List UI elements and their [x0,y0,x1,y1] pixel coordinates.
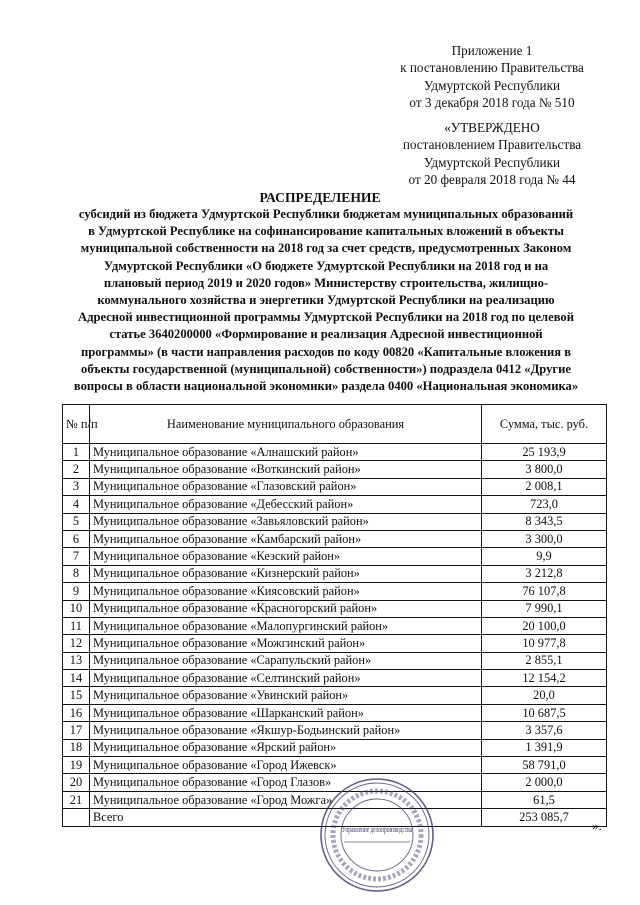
row-name: Муниципальное образование «Киясовский район» [90,583,482,600]
row-sum: 12 154,2 [482,670,607,687]
subtitle-line: плановый период 2019 и 2020 годов» Министерству строительства, жилищно- [103,275,549,290]
row-name: Муниципальное образование «Кизнерский район» [90,565,482,582]
table-row [63,478,607,495]
row-num: 13 [63,652,90,669]
subtitle-line: субсидий из бюджета Удмуртской Республики бюджетам муниципальных образований [78,207,574,221]
document-subtitle [46,206,606,395]
subtitle-line: коммунального хозяйства и энергетики Удмуртской Республики на реализацию [97,293,555,308]
approved-line: постановлением Правительства [402,137,582,153]
subtitle-line: в Удмуртской Республике на софинансирование капитальных вложений в объекты [88,224,564,239]
row-num: 12 [63,635,90,652]
approved-header [372,119,612,189]
row-name: Муниципальное образование «Селтинский район» [90,670,482,687]
row-num: 8 [63,565,90,582]
row-sum: 20,0 [482,687,607,704]
row-num: 16 [63,704,90,721]
row-num: 10 [63,600,90,617]
subtitle-line: вопросы в области национальной экономики» раздела 0400 «Национальная экономика» [73,379,579,394]
table-row [63,565,607,582]
row-sum: 3 800,0 [482,461,607,478]
row-name: Муниципальное образование «Можгинский район» [90,635,482,652]
row-sum: 3 357,6 [482,722,607,739]
approved-line: «УТВЕРЖДЕНО [444,120,540,135]
table-row [63,722,607,739]
row-name: Муниципальное образование «Красногорский район» [90,600,482,617]
row-num: 7 [63,548,90,565]
row-sum: 58 791,0 [482,757,607,774]
official-stamp-icon [318,776,436,894]
annex-line: Приложение 1 [451,43,533,58]
row-sum: 25 193,9 [482,444,607,461]
table-row [63,687,607,704]
closing-quote: ». [592,818,602,833]
annex-line: к постановлению Правительства [400,60,584,76]
row-name: Муниципальное образование «Город Глазов» [90,774,482,791]
row-name: Муниципальное образование «Камбарский район» [90,530,482,547]
stamp-graphic [321,779,433,891]
row-num: 5 [63,513,90,530]
row-name: Муниципальное образование «Дебесский район» [90,496,482,513]
table-row [63,444,607,461]
row-name: Муниципальное образование «Город Ижевск» [90,757,482,774]
table-row [63,513,607,530]
total-num [63,809,90,826]
subtitle-line: объекты государственной (муниципальной) собственности») подраздела 0412 «Другие [81,361,571,376]
table-row [63,548,607,565]
row-name: Муниципальное образование «Малопургинский район» [90,617,482,634]
table-row [63,461,607,478]
table-row [63,583,607,600]
table-row [63,670,607,687]
total-label: Всего [90,809,482,826]
row-name: Муниципальное образование «Увинский район» [90,687,482,704]
row-num: 1 [63,444,90,461]
table-row [63,496,607,513]
row-name: Муниципальное образование «Глазовский район» [90,478,482,495]
subtitle-line: Адресной инвестиционной программы Удмуртской Республики на 2018 год по целевой [77,310,574,325]
row-name: Муниципальное образование «Якшур-Бодьинский район» [90,722,482,739]
row-sum: 76 107,8 [482,583,607,600]
table-row [63,617,607,634]
subtitle-line: Удмуртской Республики «О бюджете Удмуртской Республики на 2018 год и на [103,258,549,273]
table-row [63,530,607,547]
row-num: 9 [63,583,90,600]
row-num: 14 [63,670,90,687]
row-name: Муниципальное образование «Сарапульский район» [90,652,482,669]
table-row [63,757,607,774]
table-header-row [63,405,607,444]
header-name: Наименование муниципального образования [90,405,482,444]
row-num: 17 [63,722,90,739]
row-sum: 8 343,5 [482,513,607,530]
row-sum: 2 000,0 [482,774,607,791]
row-num: 4 [63,496,90,513]
annex-line: от 3 декабря 2018 года № 510 [409,95,575,111]
subtitle-line: муниципальной собственности на 2018 год за счет средств, предусмотренных Законом [80,241,572,256]
row-sum: 10 977,8 [482,635,607,652]
row-sum: 10 687,5 [482,704,607,721]
row-sum: 723,0 [482,496,607,513]
row-name: Муниципальное образование «Кезский район» [90,548,482,565]
row-sum: 20 100,0 [482,617,607,634]
row-sum: 61,5 [482,791,607,808]
row-num: 18 [63,739,90,756]
table-row [63,600,607,617]
approved-line: от 20 февраля 2018 года № 44 [408,172,576,188]
table-row [63,635,607,652]
row-num: 19 [63,757,90,774]
row-num: 6 [63,530,90,547]
row-name: Муниципальное образование «Город Можга» [90,791,482,808]
row-sum: 2 008,1 [482,478,607,495]
row-num: 21 [63,791,90,808]
distribution-table [62,404,607,827]
table-row [63,739,607,756]
approved-line: Удмуртской Республики [423,154,561,170]
annex-line: Удмуртской Республики [423,77,561,93]
row-num: 3 [63,478,90,495]
row-sum: 3 212,8 [482,565,607,582]
document-title: РАСПРЕДЕЛЕНИЕ [259,190,381,205]
subtitle-line: статье 3640200000 «Формирование и реализация Адресной инвестиционной [109,327,543,342]
row-sum: 1 391,9 [482,739,607,756]
row-num: 2 [63,461,90,478]
header-sum: Сумма, тыс. руб. [482,405,607,444]
row-name: Муниципальное образование «Завьяловский район» [90,513,482,530]
row-name: Муниципальное образование «Воткинский район» [90,461,482,478]
table-row [63,704,607,721]
row-name: Муниципальное образование «Ярский район» [90,739,482,756]
row-sum: 7 990,1 [482,600,607,617]
stamp-text-line: Управление делопроизводства [342,824,413,834]
subtitle-line: программы» (в части направления расходов по коду 00820 «Капитальные вложения в [80,344,572,359]
row-name: Муниципальное образование «Шарканский район» [90,704,482,721]
header-num: № п/п [63,405,90,444]
row-sum: 2 855,1 [482,652,607,669]
row-sum: 9,9 [482,548,607,565]
row-name: Муниципальное образование «Алнашский район» [90,444,482,461]
total-sum: 253 085,7 [482,809,607,826]
annex-header [372,42,612,112]
row-num: 11 [63,617,90,634]
table-row [63,652,607,669]
row-num: 15 [63,687,90,704]
row-sum: 3 300,0 [482,530,607,547]
row-num: 20 [63,774,90,791]
